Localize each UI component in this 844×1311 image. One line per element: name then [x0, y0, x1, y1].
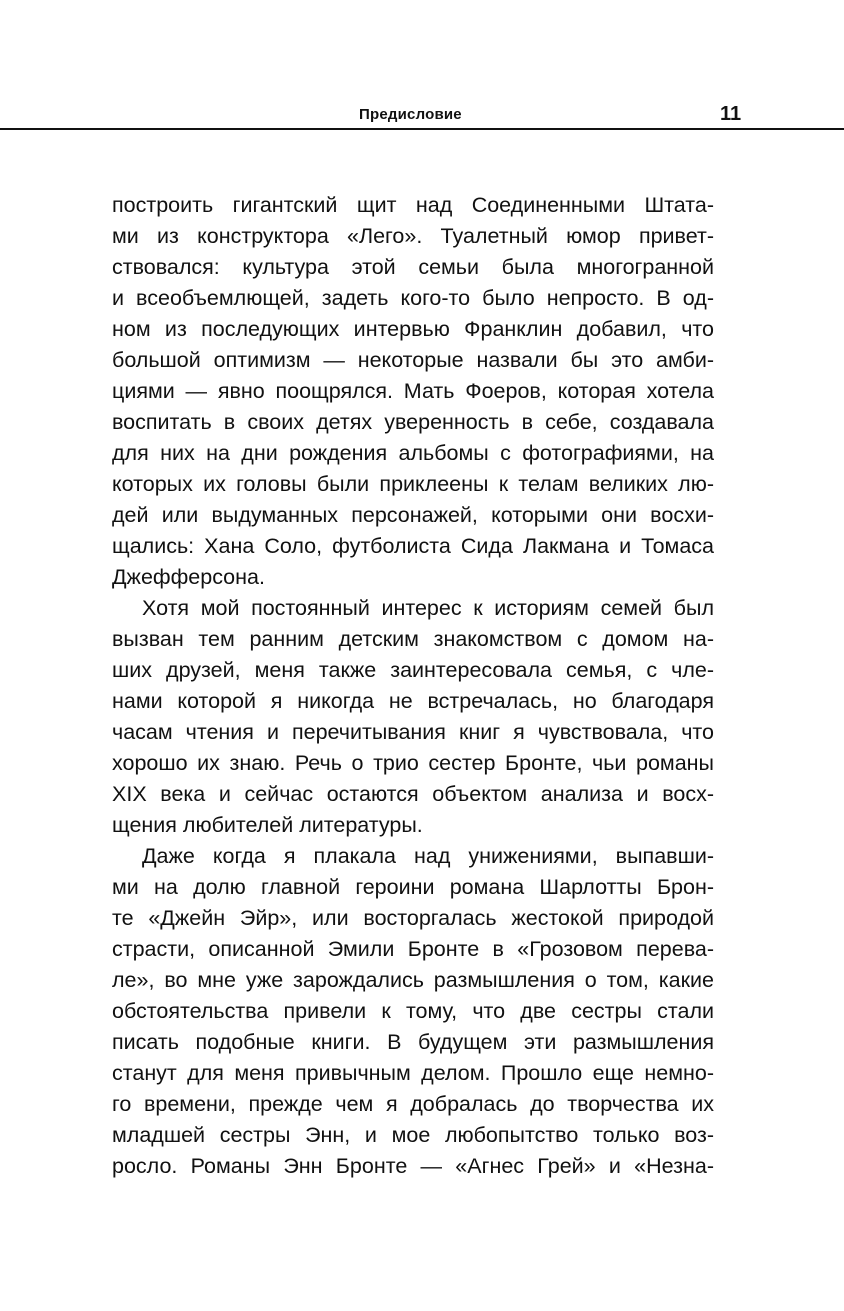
text-line: большой оптимизм — некоторые назвали бы это амби-	[112, 348, 714, 372]
text-line: для них на дни рождения альбомы с фотографиями, на	[112, 441, 714, 465]
text-line: и всеобъемлющей, задеть кого-то было непросто. В од-	[112, 286, 714, 310]
text-line: Джефферсона.	[112, 565, 265, 589]
text-line: младшей сестры Энн, и мое любопытство только воз-	[112, 1123, 714, 1147]
text-line: го времени, прежде чем я добралась до творчества их	[112, 1092, 714, 1116]
header-rule	[0, 128, 844, 130]
text-line: Даже когда я плакала над унижениями, выпавши-	[142, 844, 714, 868]
text-line: вызван тем ранним детским знакомством с домом на-	[112, 627, 714, 651]
text-line: построить гигантский щит над Соединенными Штата-	[112, 193, 714, 217]
text-line: ших друзей, меня также заинтересовала семья, с чле-	[112, 658, 714, 682]
text-line: XIX века и сейчас остаются объектом анализа и восх-	[112, 782, 714, 806]
text-line: нами которой я никогда не встречалась, но благодаря	[112, 689, 714, 713]
text-line: те «Джейн Эйр», или восторгалась жестокой природой	[112, 906, 714, 930]
page-header	[0, 0, 844, 130]
text-line: росло. Романы Энн Бронте — «Агнес Грей» и «Незна-	[112, 1154, 714, 1178]
text-line: хорошо их знаю. Речь о трио сестер Бронте, чьи романы	[112, 751, 714, 775]
text-line: дей или выдуманных персонажей, которыми они восхи-	[112, 503, 714, 527]
text-line: ном из последующих интервью Франклин добавил, что	[112, 317, 714, 341]
page-number: 11	[720, 103, 742, 125]
text-line: ми на долю главной героини романа Шарлотты Брон-	[112, 875, 714, 899]
text-line: писать подобные книги. В будущем эти размышления	[112, 1030, 714, 1054]
text-line: которых их головы были приклеены к телам великих лю-	[112, 472, 714, 496]
text-line: щались: Хана Соло, футболиста Сида Лакмана и Томаса	[112, 534, 714, 558]
text-line: страсти, описанной Эмили Бронте в «Грозовом перева-	[112, 937, 714, 961]
text-line: воспитать в своих детях уверенность в себе, создавала	[112, 410, 714, 434]
text-line: ле», во мне уже зарождались размышления о том, какие	[112, 968, 714, 992]
text-line: щения любителей литературы.	[112, 813, 423, 837]
text-line: станут для меня привычным делом. Прошло еще немно-	[112, 1061, 714, 1085]
text-line: ми из конструктора «Лего». Туалетный юмор привет-	[112, 224, 714, 248]
text-line: обстоятельства привели к тому, что две сестры стали	[112, 999, 714, 1023]
text-line: часам чтения и перечитывания книг я чувствовала, что	[112, 720, 714, 744]
text-line: Хотя мой постоянный интерес к историям семей был	[142, 596, 714, 620]
body-text	[112, 190, 714, 1182]
running-title: Предисловие	[359, 106, 462, 123]
text-line: циями — явно поощрялся. Мать Фоеров, которая хотела	[112, 379, 714, 403]
text-line: ствовался: культура этой семьи была многогранной	[112, 255, 714, 279]
